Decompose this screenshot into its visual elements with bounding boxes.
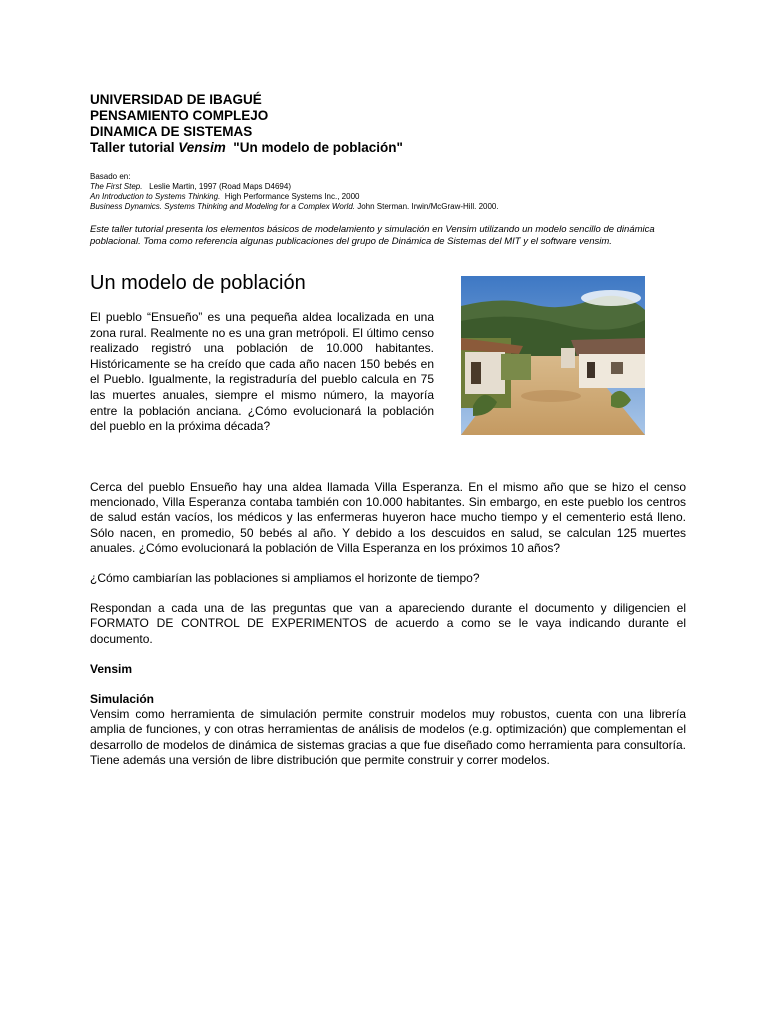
ensueno-paragraph: El pueblo “Ensueño” es una pequeña aldea localizada en una zona rural. Realmente no es una gran metrópoli. El último censo realizado registró una población de 10.000 habitantes. Históricamente se ha creído que cada año nacen 150 bebés en el Pueblo. Igualmente, la registraduría del pueblo calcula en 75 las muertes anuales, siempre el mismo número, la mayoría entre la población anciana. ¿Cómo evolucionará la población del pueblo en la próxima década?: [90, 310, 434, 434]
section-title: Un modelo de población: [90, 272, 306, 294]
course-name: PENSAMIENTO COMPLEJO: [90, 108, 269, 123]
header-block: [90, 92, 686, 156]
reference-2: An Introduction to Systems Thinking. High Performance Systems Inc., 2000: [90, 192, 360, 201]
villa-esperanza-paragraph: Cerca del pueblo Ensueño hay una aldea llamada Villa Esperanza. En el mismo año que se hizo el censo mencionado, Villa Esperanza contaba también con 10.000 habitantes. Sin embargo, en este pueblo los centros de salud están vacíos, los médicos y las enfermeras huyeron hace mucho tiempo y el cementerio está lleno. Sólo nacen, en promedio, 50 bebés al año. Y debido a los descuidos en salud, se calculan 125 muertes anuales. ¿Cómo evolucionará la población de Villa Esperanza en los próximos 10 años?: [90, 480, 686, 555]
document-page: [90, 92, 686, 768]
references-label: Basado en:: [90, 172, 131, 181]
vensim-heading: Vensim: [90, 661, 133, 676]
village-street-photo: [461, 276, 645, 435]
instructions-paragraph: Respondan a cada una de las preguntas que van a apareciendo durante el documento y diligencien el FORMATO DE CONTROL DE EXPERIMENTOS de acuerdo a como se le vaya indicando durante el documento.: [90, 601, 686, 646]
vensim-description-paragraph: Vensim como herramienta de simulación permite construir modelos muy robustos, cuenta con una librería amplia de funciones, y con otras herramientas de análisis de modelos (e.g. optimización) que complementan el desarrollo de modelos de dinámica de sistemas gracias a que fue diseñado como herramienta para consultoría. Tiene además una versión de libre distribución que permite construir y correr modelos.: [90, 707, 686, 767]
intro-paragraph: Este taller tutorial presenta los elementos básicos de modelamiento y simulación en Vensim utilizando un modelo sencillo de dinámica poblacional. Toma como referencia algunas publicaciones del grupo de Dinámica de Sistemas del MIT y el software vensim.: [90, 224, 655, 247]
simulacion-heading: Simulación: [90, 692, 155, 707]
tutorial-title: Taller tutorial Vensim "Un modelo de población": [90, 140, 403, 155]
reference-1: The First Step. Leslie Martin, 1997 (Road Maps D4694): [90, 182, 291, 191]
time-horizon-question: ¿Cómo cambiarían las poblaciones si ampliamos el horizonte de tiempo?: [90, 571, 480, 586]
population-model-section: [90, 270, 686, 448]
subject-name: DINAMICA DE SISTEMAS: [90, 124, 253, 139]
university-name: UNIVERSIDAD DE IBAGUÉ: [90, 92, 262, 107]
references-block: [90, 172, 686, 212]
reference-3: Business Dynamics. Systems Thinking and Modeling for a Complex World. John Sterman. Irwin/McGraw-Hill. 2000.: [90, 202, 499, 211]
